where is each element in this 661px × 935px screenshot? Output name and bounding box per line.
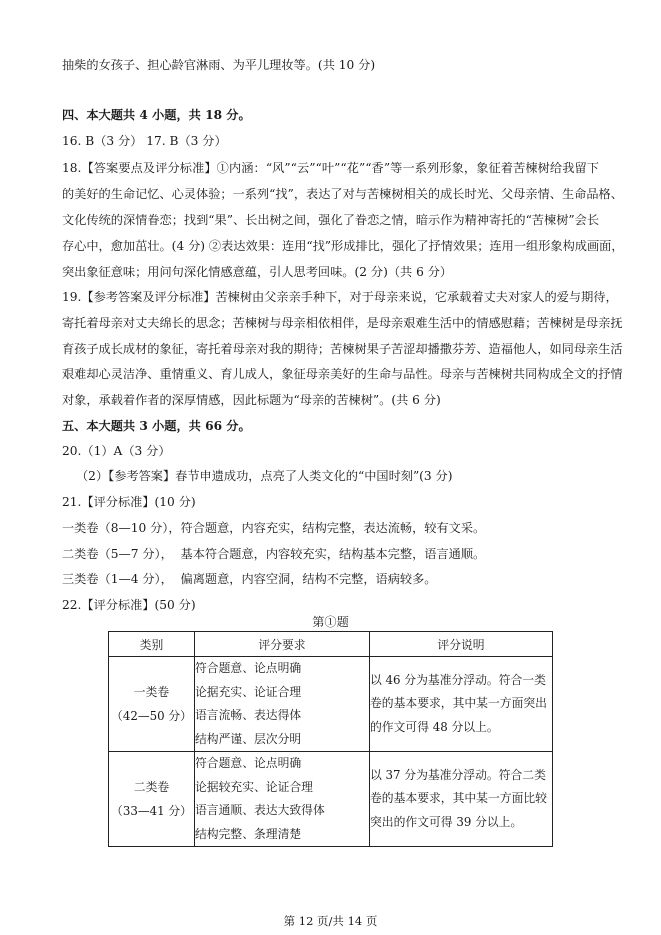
requirement-item: 符合题意、论点明确 xyxy=(195,756,302,770)
q19-line: 寄托着母亲对丈夫绵长的思念；苦楝树与母亲相依相伴，是母亲艰难生活中的情感慰藉；苦楝树是母亲抚 xyxy=(62,316,623,330)
header-notes: 评分说明 xyxy=(370,632,553,657)
table-header-row xyxy=(109,632,553,657)
category-name: 二类卷 xyxy=(133,780,170,794)
section-5-heading: 五、本大题共 3 小题，共 66 分。 xyxy=(62,419,251,433)
page-footer: 第 12 页/共 14 页 xyxy=(283,914,378,928)
q19-line: 艰难却心灵洁净、重情重义、育儿成人，象征母亲美好的生命与品性。母亲与苦楝树共同构成全文的抒情 xyxy=(62,367,623,381)
category-range: （33—41 分） xyxy=(111,804,192,818)
requirements-cell xyxy=(195,657,370,752)
section-4-heading: 四、本大题共 4 小题，共 18 分。 xyxy=(62,108,251,122)
note-cell: 以 37 分为基准分浮动。符合二类卷的基本要求，其中某一方面比较突出的作文可得 39 分以上。 xyxy=(370,752,553,847)
answer-20-2: （2）【参考答案】春节申遗成功，点亮了人类文化的“中国时刻”(3 分) xyxy=(76,469,453,483)
category-name: 一类卷 xyxy=(133,685,170,699)
requirement-item: 语言流畅、表达得体 xyxy=(195,708,302,722)
q19-line: 19.【参考答案及评分标准】苦楝树由父亲亲手种下，对于母亲来说，它承载着丈夫对家人的爱与期待， xyxy=(62,290,618,304)
q21-level: 三类卷（1—4 分）， 偏离题意，内容空洞，结构不完整，语病较多。 xyxy=(62,572,437,586)
q19-line: 对象，承载着作者的深厚情感，因此标题为“母亲的苦楝树”。(共 6 分) xyxy=(62,393,441,407)
table-row xyxy=(109,657,553,752)
requirement-item: 结构完整、条理清楚 xyxy=(195,826,302,841)
q22-heading: 22.【评分标准】(50 分) xyxy=(62,598,196,612)
q18-line: 文化传统的深情眷恋；找到“果”、长出树之间，强化了眷恋之情，暗示作为精神寄托的“苦楝树”会长 xyxy=(62,213,599,227)
requirement-item: 结构严谨、层次分明 xyxy=(195,731,302,746)
table-row xyxy=(109,752,553,847)
answer-20-1: 20.（1）A（3 分） xyxy=(62,444,171,458)
header-category: 类别 xyxy=(109,632,195,657)
q18-line: 存心中，愈加茁壮。(4 分) ②表达效果：连用“找”形成排比，强化了抒情效果；连用一组形象构成画面， xyxy=(62,239,624,253)
category-range: （42—50 分） xyxy=(111,709,192,723)
answer-16-17: 16. B（3 分） 17. B（3 分） xyxy=(62,134,227,148)
continued-line: 抽柴的女孩子、担心龄官淋雨、为平儿理妆等。(共 10 分) xyxy=(62,58,376,72)
q21-level: 一类卷（8—10 分），符合题意，内容充实，结构完整，表达流畅，较有文采。 xyxy=(62,521,486,535)
category-cell xyxy=(109,657,195,752)
requirement-item: 符合题意、论点明确 xyxy=(195,661,302,675)
q19-line: 育孩子成长成材的象征，寄托着母亲对我的期待；苦楝树果子苦涩却播撒芬芳、造福他人，如同母亲生活 xyxy=(62,342,623,356)
requirement-item: 语言通顺、表达大致得体 xyxy=(195,803,325,817)
q18-line: 的美好的生命记忆、心灵体验；一系列“找”，表达了对与苦楝树相关的成长时光、父母亲情、生命品格、 xyxy=(62,187,623,201)
requirements-cell xyxy=(195,752,370,847)
q18-line: 突出象征意味；用问句深化情感意蕴，引人思考回味。(2 分)（共 6 分） xyxy=(62,265,453,279)
requirement-item: 论据充实、论证合理 xyxy=(195,684,302,699)
q21-heading: 21.【评分标准】(10 分) xyxy=(62,495,196,509)
q21-level: 二类卷（5—7 分）， 基本符合题意，内容较充实，结构基本完整，语言通顺。 xyxy=(62,547,486,561)
grading-table xyxy=(108,631,553,847)
header-requirements: 评分要求 xyxy=(195,632,370,657)
requirement-item: 论据较充实、论证合理 xyxy=(195,779,313,794)
table-title: 第①题 xyxy=(312,615,349,629)
q18-line: 18.【答案要点及评分标准】①内涵：“风”“云”“叶”“花”“香”等一系列形象，象征着苦楝树给我留下 xyxy=(62,161,599,175)
note-cell: 以 46 分为基准分浮动。符合一类卷的基本要求，其中某一方面突出的作文可得 48 分以上。 xyxy=(370,657,553,752)
category-cell xyxy=(109,752,195,847)
